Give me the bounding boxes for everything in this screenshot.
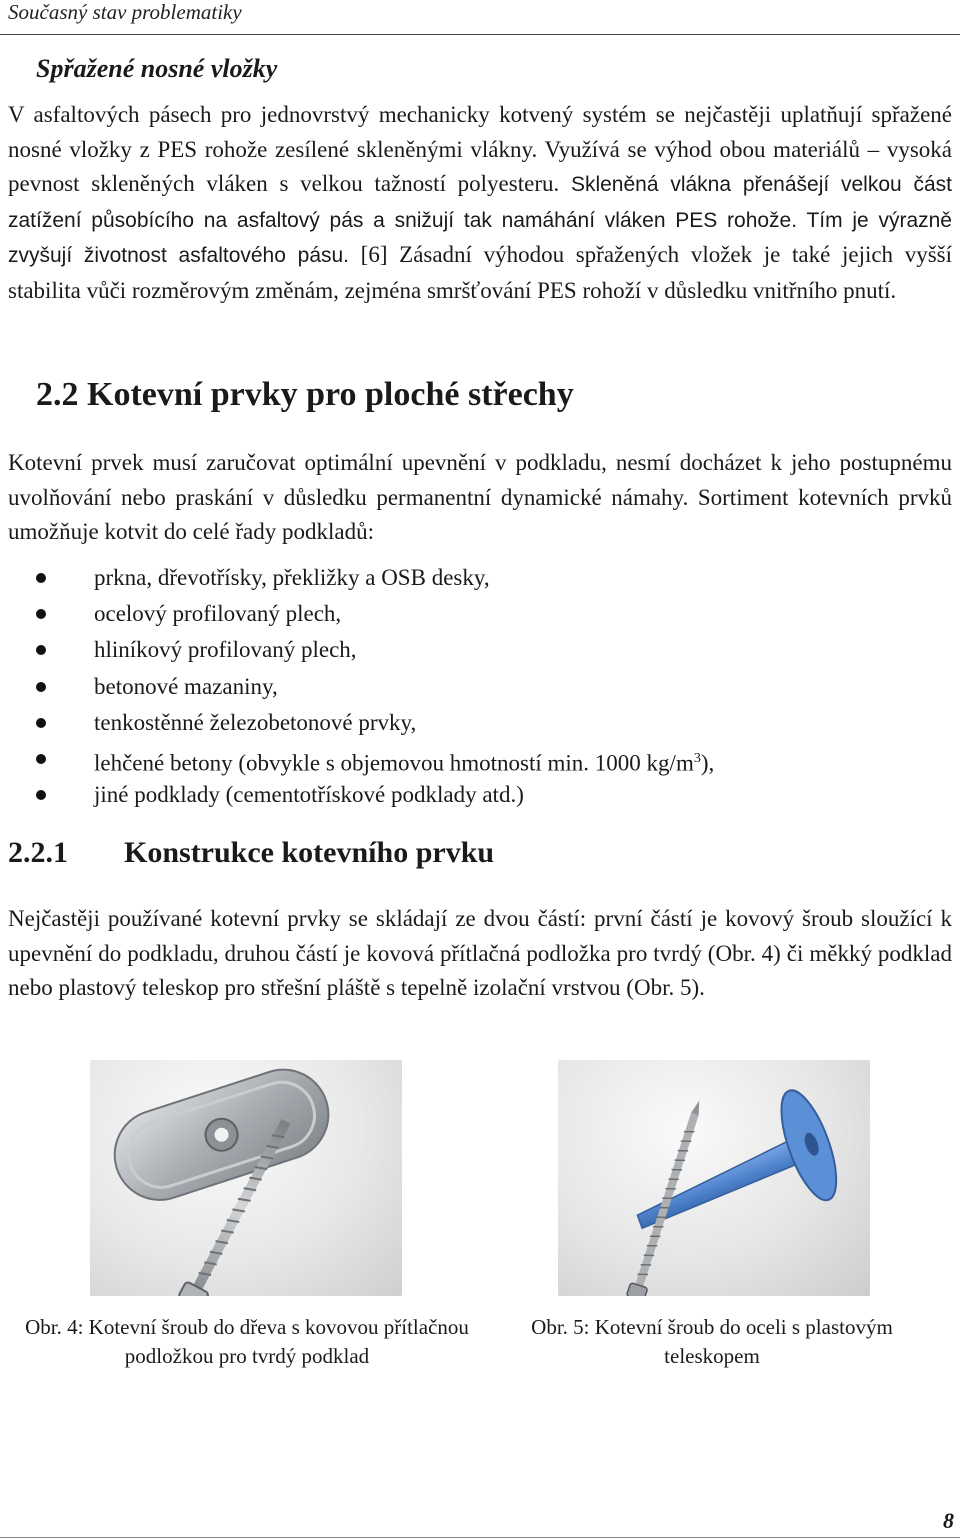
section-number: 2.2.1 — [8, 836, 68, 869]
section-heading-2-2: 2.2 Kotevní prvky pro ploché střechy — [36, 376, 574, 413]
list-item — [0, 777, 714, 813]
washer-screw-illustration — [90, 1060, 402, 1296]
running-header: Současný stav problematiky — [8, 0, 242, 24]
list-item — [0, 596, 714, 632]
paragraph-tail-part: [6] Zásadní výhodou spřažených vložek je také jejich vyšší stabilita vůči rozměrovým změnám, zejména smršťování PES rohoží v důsledku vnitřního pnutí. — [8, 242, 952, 303]
footer-divider — [0, 1537, 960, 1538]
figure-washer-screw-photo — [90, 1060, 402, 1296]
section-heading-2-2-1 — [8, 836, 494, 870]
bullet-icon — [36, 609, 46, 619]
list-item-tail: ), — [700, 750, 715, 776]
paragraph-sans-part: Skleněná vlákna přenášejí velkou část zatížení působícího na asfaltový pás a snižují tak namáhání vláken PES rohože. Tím je výrazně zvyšují životnost asfaltového pásu. — [8, 173, 953, 267]
list-item-text: lehčené betony (obvykle s objemovou hmotností min. 1000 kg/m — [94, 750, 694, 776]
list-item — [0, 669, 714, 705]
list-item-text: tenkostěnné železobetonové prvky, — [94, 709, 417, 735]
list-item-text: betonové mazaniny, — [94, 673, 278, 699]
paragraph-sprazene — [8, 98, 952, 308]
figure-telescope-screw-photo — [558, 1060, 870, 1296]
paragraph-konstrukce: Nejčastěji používané kotevní prvky se skládají ze dvou částí: první částí je kovový šroub sloužící k upevnění do podkladu, druhou částí je kovová přítlačná podložka pro tvrdý (Obr. 4) či měkký podklad nebo plastový teleskop pro střešní pláště s tepelně izolační vrstvou (Obr. 5). — [8, 906, 952, 1000]
bullet-list-podklady — [0, 560, 714, 813]
telescope-screw-illustration — [558, 1060, 870, 1296]
washer-plate — [103, 1060, 340, 1212]
header-divider — [0, 34, 960, 35]
paragraph-serif-part: V asfaltových pásech pro jednovrstvý mechanicky kotvený systém se nejčastěji uplatňují spřažené nosné vložky z PES rohože zesílené skleněnými vlákny. Využívá se výhod obou materiálů – vysoká pevnost skleněných vláken s velkou tažností polyesteru. — [8, 102, 952, 196]
figure-5-caption: Obr. 5: Kotevní šroub do oceli s plastovým teleskopem — [531, 1315, 893, 1368]
superscript-3: 3 — [693, 750, 701, 766]
list-item-text: ocelový profilovaný plech, — [94, 601, 342, 627]
subheading-sprazene: Spřažené nosné vložky — [36, 54, 278, 83]
bullet-icon — [36, 573, 46, 583]
bullet-icon — [36, 645, 46, 655]
section-title: Konstrukce kotevního prvku — [124, 836, 495, 869]
list-item — [0, 705, 714, 741]
bullet-icon — [36, 754, 46, 764]
list-item — [0, 560, 714, 596]
page-number: 8 — [943, 1508, 954, 1533]
bullet-icon — [36, 790, 46, 800]
bullet-icon — [36, 682, 46, 692]
list-item-text: jiné podklady (cementotřískové podklady atd.) — [94, 782, 524, 808]
figure-4-caption: Obr. 4: Kotevní šroub do dřeva s kovovou přítlačnou podložkou pro tvrdý podklad — [25, 1315, 469, 1368]
paragraph-kotevni-intro: Kotevní prvek musí zaručovat optimální upevnění v podkladu, nesmí docházet k jeho postupnému uvolňování nebo praskání v důsledku permanentní dynamické námahy. Sortiment kotevních prvků umožňuje kotvit do celé řady podkladů: — [8, 450, 952, 544]
list-item — [0, 741, 714, 777]
bullet-icon — [36, 718, 46, 728]
list-item — [0, 632, 714, 668]
list-item-text: hliníkový profilovaný plech, — [94, 637, 357, 663]
list-item-text: prkna, dřevotřísky, překližky a OSB desky, — [94, 565, 490, 590]
